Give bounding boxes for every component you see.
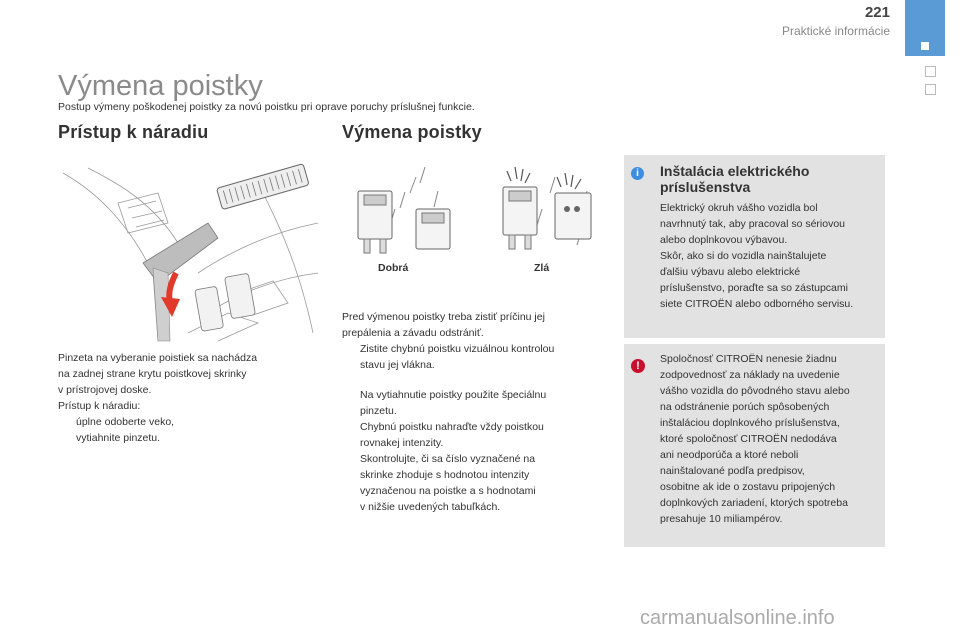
tool-access-text: [58, 350, 328, 446]
list-item: vytiahnite pinzetu.: [76, 432, 161, 444]
list-item: Na vytiahnutie poistky použite špeciálnu pinzetu.: [360, 389, 547, 417]
fuse-bad-label: Zlá: [534, 262, 550, 274]
info-box-title: Inštalácia elektrického príslušenstva: [660, 163, 810, 195]
tab-square-icon: [921, 42, 929, 50]
text-line: prepálenia a závadu odstrániť.: [342, 327, 484, 339]
watermark[interactable]: carmanualsonline.info: [640, 607, 835, 629]
warning-icon: !: [631, 359, 645, 373]
section-tab[interactable]: [925, 84, 936, 95]
section-tab[interactable]: [925, 66, 936, 77]
list-item: Skontrolujte, či sa číslo vyznačené na skrinke zhoduje s hodnotou intenzity vyznačenou na poistke a s hodnotami v nižšie uvedených tabuľkách.: [360, 453, 536, 513]
warning-box-text: Spoločnosť CITROËN nenesie žiadnu zodpovednosť za náklady na uvedenie vášho vozidla do pôvodného stavu alebo na odstránenie porúch spôsobených inštaláciou doplnkového príslušenstva, ktoré spoločnosť CITROËN nedodáva ani neodporúča a ktoré neboli nainštalované podľa predpisov, osobitne ak ide o zostavu pripojených doplnkových zariadení, ktorých spotreba presahuje 10 miliampérov.: [660, 353, 850, 525]
info-icon: i: [631, 167, 644, 180]
page-number: 221: [864, 4, 890, 21]
section-name: Praktické informácie: [781, 24, 890, 38]
text-line: Pred výmenou poistky treba zistiť príčinu jej: [342, 311, 545, 323]
good-fuse-illustration: [350, 163, 460, 258]
text-line: Pinzeta na vyberanie poistiek sa nachádza: [58, 352, 258, 364]
fuse-replacement-text: [342, 309, 610, 515]
page-subtitle: Postup výmeny poškodenej poistky za novú poistku pri oprave poruchy príslušnej funkcie.: [58, 101, 475, 113]
page-title: Výmena poistky: [58, 70, 263, 102]
text-line: na zadnej strane krytu poistkovej skrinky: [58, 368, 247, 380]
text-line: v prístrojovej doske.: [58, 384, 152, 396]
section-tab-active[interactable]: [905, 0, 945, 56]
dashboard-illustration: [58, 163, 320, 343]
text-line: Prístup k náradiu:: [58, 400, 141, 412]
list-item: úplne odoberte veko,: [76, 416, 175, 428]
fuse-good-label: Dobrá: [378, 262, 409, 274]
heading-tool-access: Prístup k náradiu: [58, 122, 209, 142]
heading-fuse-replacement: Výmena poistky: [342, 122, 482, 142]
info-box: [624, 155, 885, 338]
list-item: Zistite chybnú poistku vizuálnou kontrolou stavu jej vlákna.: [360, 343, 555, 371]
warning-box: [624, 344, 885, 547]
bad-fuse-illustration: [495, 163, 605, 258]
list-item: Chybnú poistku nahraďte vždy poistkou rovnakej intenzity.: [360, 421, 544, 449]
info-box-text: Elektrický okruh vášho vozidla bol navrhnutý tak, aby pracoval so sériovou alebo doplnkovou výbavou. Skôr, ako si do vozidla nainštalujete ďalšiu výbavu alebo elektrické príslušenstvo, poraďte sa so zástupcami siete CITROËN alebo odborného servisu.: [660, 202, 854, 310]
